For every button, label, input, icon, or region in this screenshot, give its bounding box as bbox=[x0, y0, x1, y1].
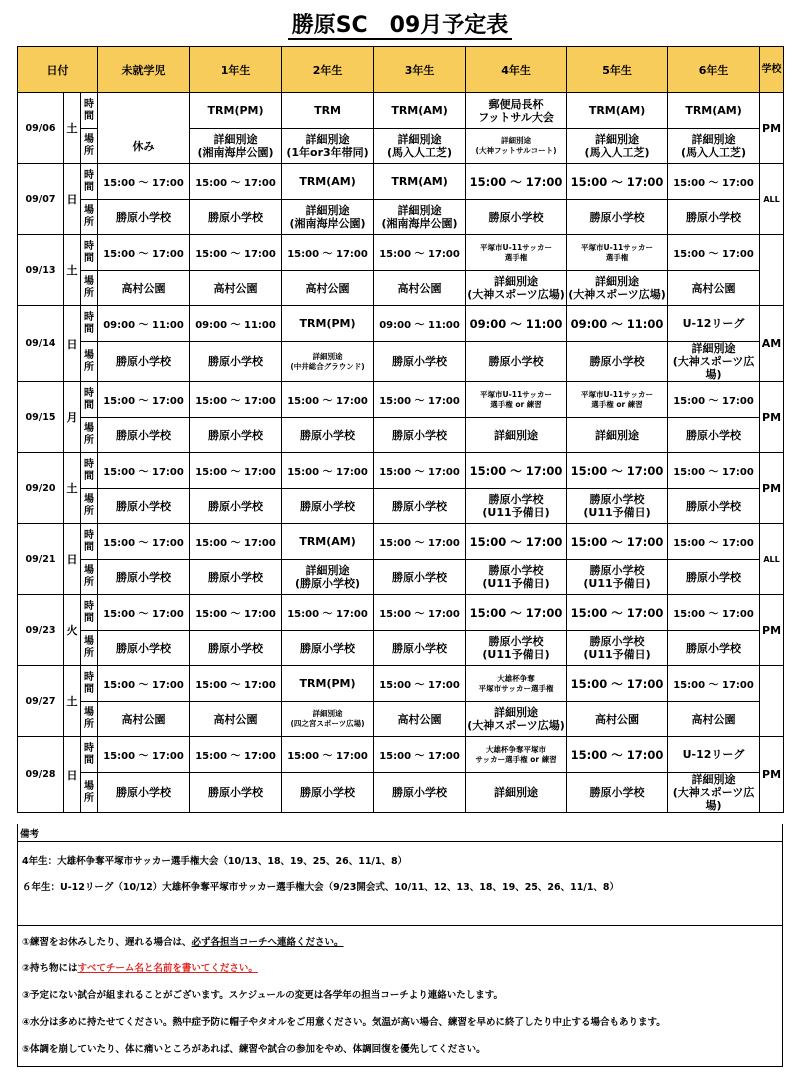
schedule-row-time bbox=[18, 164, 784, 200]
schedule-cell-place: 詳細別途 (湘南海岸公園) bbox=[190, 129, 282, 164]
schedule-cell-place: 勝原小学校 bbox=[374, 773, 466, 813]
schedule-table bbox=[17, 46, 784, 813]
row-label-time: 時 間 bbox=[81, 306, 98, 342]
weekday-cell: 土 bbox=[64, 453, 81, 524]
schedule-cell-time: 平塚市U-11サッカー 選手権 bbox=[466, 235, 567, 271]
schedule-cell-place: 勝原小学校 bbox=[98, 631, 190, 666]
schedule-cell-time: 15:00 ～ 17:00 bbox=[668, 453, 760, 489]
schedule-cell-place: 高村公園 bbox=[98, 271, 190, 306]
schedule-cell-place: 勝原小学校 bbox=[374, 489, 466, 524]
schedule-cell-time: 15:00 ～ 17:00 bbox=[374, 737, 466, 773]
schedule-cell-time: TRM(AM) bbox=[374, 164, 466, 200]
schedule-cell-place: 勝原小学校 bbox=[98, 773, 190, 813]
schedule-cell-time: 09:00 ～ 11:00 bbox=[374, 306, 466, 342]
schedule-row-place bbox=[18, 773, 784, 813]
notes-divider bbox=[18, 925, 782, 926]
schedule-cell-place: 高村公園 bbox=[668, 271, 760, 306]
schedule-cell-place: 詳細別途 bbox=[567, 418, 668, 453]
schedule-cell-place: 勝原小学校 bbox=[190, 631, 282, 666]
schedule-row-time bbox=[18, 737, 784, 773]
note-1-text: ①練習をお休みしたり、遅れる場合は、 bbox=[22, 937, 192, 948]
header-row bbox=[18, 47, 784, 93]
schedule-cell-time: 15:00 ～ 17:00 bbox=[190, 382, 282, 418]
weekday-cell: 土 bbox=[64, 666, 81, 737]
row-label-time: 時 間 bbox=[81, 93, 98, 129]
schedule-cell-time: 15:00 ～ 17:00 bbox=[374, 595, 466, 631]
schedule-cell-place: 詳細別途 (大神スポーツ広場) bbox=[466, 271, 567, 306]
note-2-text: ②持ち物には bbox=[22, 963, 78, 974]
notes-section bbox=[17, 824, 783, 1067]
schedule-cell-place: 勝原小学校 bbox=[190, 342, 282, 382]
row-label-place: 場 所 bbox=[81, 702, 98, 737]
schedule-cell-place: 詳細別途 (馬入人工芝) bbox=[567, 129, 668, 164]
note-2-emphasis: すべてチーム名と名前を書いてください。 bbox=[77, 963, 258, 974]
schedule-cell-time: TRM bbox=[282, 93, 374, 129]
weekday-cell: 日 bbox=[64, 524, 81, 595]
schedule-cell-time: 15:00 ～ 17:00 bbox=[668, 595, 760, 631]
header-col: 3年生 bbox=[374, 47, 466, 93]
schedule-cell-time: U-12リーグ bbox=[668, 737, 760, 773]
date-cell: 09/14 bbox=[18, 306, 64, 382]
school-cell: ALL bbox=[760, 164, 784, 235]
schedule-cell-place: 詳細別途 bbox=[466, 418, 567, 453]
schedule-cell-place: 勝原小学校 bbox=[374, 560, 466, 595]
schedule-row-place bbox=[18, 418, 784, 453]
schedule-cell-place: 勝原小学校 (U11予備日) bbox=[567, 631, 668, 666]
schedule-cell-place: 勝原小学校 bbox=[668, 631, 760, 666]
schedule-cell-time: 15:00 ～ 17:00 bbox=[668, 666, 760, 702]
schedule-row-time bbox=[18, 524, 784, 560]
schedule-cell-place: 勝原小学校 bbox=[190, 418, 282, 453]
schedule-cell-time: 15:00 ～ 17:00 bbox=[466, 524, 567, 560]
school-cell: PM bbox=[760, 382, 784, 453]
notes-label: 備考 bbox=[20, 829, 40, 840]
schedule-cell-place: 勝原小学校 bbox=[668, 560, 760, 595]
schedule-cell-place: 詳細別途 (湘南海岸公園) bbox=[374, 200, 466, 235]
row-label-place: 場 所 bbox=[81, 560, 98, 595]
row-label-place: 場 所 bbox=[81, 631, 98, 666]
row-label-time: 時 間 bbox=[81, 595, 98, 631]
schedule-cell-time: 平塚市U-11サッカー 選手権 or 練習 bbox=[466, 382, 567, 418]
schedule-cell-place: 高村公園 bbox=[98, 702, 190, 737]
header-col: 2年生 bbox=[282, 47, 374, 93]
schedule-row-place bbox=[18, 631, 784, 666]
row-label-place: 場 所 bbox=[81, 200, 98, 235]
schedule-row-time bbox=[18, 382, 784, 418]
schedule-cell-time: TRM(PM) bbox=[282, 666, 374, 702]
schedule-cell-place: 勝原小学校 bbox=[567, 342, 668, 382]
schedule-cell-time: TRM(AM) bbox=[282, 524, 374, 560]
schedule-row-time bbox=[18, 93, 784, 129]
weekday-cell: 火 bbox=[64, 595, 81, 666]
schedule-cell-time: 15:00 ～ 17:00 bbox=[282, 235, 374, 271]
page-title-text: 勝原SC 09月予定表 bbox=[288, 13, 513, 40]
schedule-cell-place: 勝原小学校 bbox=[190, 773, 282, 813]
row-label-time: 時 間 bbox=[81, 666, 98, 702]
schedule-cell-place: 勝原小学校 bbox=[567, 773, 668, 813]
schedule-row-time bbox=[18, 595, 784, 631]
weekday-cell: 土 bbox=[64, 93, 81, 164]
row-label-place: 場 所 bbox=[81, 773, 98, 813]
date-cell: 09/06 bbox=[18, 93, 64, 164]
schedule-cell-time: 09:00 ～ 11:00 bbox=[190, 306, 282, 342]
row-label-time: 時 間 bbox=[81, 164, 98, 200]
schedule-cell-place: 高村公園 bbox=[374, 271, 466, 306]
schedule-cell-place: 詳細別途 (大神スポーツ広場) bbox=[466, 702, 567, 737]
schedule-cell-place: 勝原小学校 (U11予備日) bbox=[567, 489, 668, 524]
schedule-cell-time: 15:00 ～ 17:00 bbox=[466, 453, 567, 489]
note-grade4: 4年生：大雄杯争奪平塚市サッカー選手権大会（10/13、18、19、25、26、11/1、8） bbox=[22, 856, 408, 867]
header-col: 未就学児 bbox=[98, 47, 190, 93]
weekday-cell: 月 bbox=[64, 382, 81, 453]
schedule-cell-time: 15:00 ～ 17:00 bbox=[668, 524, 760, 560]
schedule-cell-place: 勝原小学校 bbox=[190, 200, 282, 235]
date-cell: 09/23 bbox=[18, 595, 64, 666]
date-cell: 09/21 bbox=[18, 524, 64, 595]
weekday-cell: 日 bbox=[64, 164, 81, 235]
schedule-cell-time: 15:00 ～ 17:00 bbox=[567, 737, 668, 773]
schedule-cell-time: 15:00 ～ 17:00 bbox=[190, 666, 282, 702]
schedule-cell-place: 勝原小学校 bbox=[98, 342, 190, 382]
schedule-cell-time: TRM(AM) bbox=[567, 93, 668, 129]
schedule-cell-time: 09:00 ～ 11:00 bbox=[466, 306, 567, 342]
weekday-cell: 日 bbox=[64, 737, 81, 813]
schedule-cell-time: 15:00 ～ 17:00 bbox=[190, 737, 282, 773]
schedule-cell-time: 15:00 ～ 17:00 bbox=[668, 235, 760, 271]
schedule-cell-time: 15:00 ～ 17:00 bbox=[98, 382, 190, 418]
schedule-cell-time: 15:00 ～ 17:00 bbox=[282, 595, 374, 631]
schedule-cell-time: 15:00 ～ 17:00 bbox=[282, 382, 374, 418]
schedule-row-place bbox=[18, 271, 784, 306]
row-label-time: 時 間 bbox=[81, 235, 98, 271]
schedule-cell-place: 勝原小学校 bbox=[190, 560, 282, 595]
note-3: ③予定にない試合が組まれることがございます。スケジュールの変更は各学年の担当コーチより連絡いたします。 bbox=[22, 990, 503, 1001]
school-cell: ALL bbox=[760, 524, 784, 595]
schedule-cell-place: 勝原小学校 bbox=[374, 342, 466, 382]
row-label-time: 時 間 bbox=[81, 524, 98, 560]
schedule-cell-place: 勝原小学校 bbox=[98, 200, 190, 235]
schedule-cell-place: 高村公園 bbox=[190, 271, 282, 306]
page-title bbox=[0, 8, 800, 39]
header-col: 5年生 bbox=[567, 47, 668, 93]
schedule-cell-place: 勝原小学校 bbox=[466, 342, 567, 382]
schedule-cell-place: 勝原小学校 (U11予備日) bbox=[466, 560, 567, 595]
schedule-cell-time: 15:00 ～ 17:00 bbox=[98, 595, 190, 631]
schedule-cell-time: 15:00 ～ 17:00 bbox=[190, 164, 282, 200]
schedule-cell-place: 勝原小学校 bbox=[98, 489, 190, 524]
schedule-cell-place: 勝原小学校 bbox=[282, 418, 374, 453]
date-cell: 09/20 bbox=[18, 453, 64, 524]
schedule-cell-place: 勝原小学校 bbox=[466, 200, 567, 235]
schedule-cell-place: 高村公園 bbox=[190, 702, 282, 737]
schedule-cell-time: 15:00 ～ 17:00 bbox=[98, 524, 190, 560]
schedule-cell-time: 15:00 ～ 17:00 bbox=[466, 595, 567, 631]
schedule-cell-place: 詳細別途 (馬入人工芝) bbox=[668, 129, 760, 164]
date-cell: 09/13 bbox=[18, 235, 64, 306]
schedule-cell-place: 詳細別途 (四之宮スポーツ広場) bbox=[282, 702, 374, 737]
header-col: 1年生 bbox=[190, 47, 282, 93]
schedule-cell-place: 詳細別途 (勝原小学校) bbox=[282, 560, 374, 595]
note-grade6: ６年生：U-12リーグ（10/12）大雄杯争奪平塚市サッカー選手権大会（9/23開会式、10/11、12、13、18、19、25、26、11/1、8） bbox=[22, 882, 620, 893]
date-cell: 09/07 bbox=[18, 164, 64, 235]
school-cell: PM bbox=[760, 453, 784, 524]
schedule-cell-place: 高村公園 bbox=[567, 702, 668, 737]
schedule-cell-place: 詳細別途 (大神スポーツ広場) bbox=[668, 773, 760, 813]
schedule-row-time bbox=[18, 666, 784, 702]
schedule-cell-time: 15:00 ～ 17:00 bbox=[98, 737, 190, 773]
note-1 bbox=[22, 934, 344, 948]
schedule-row-place bbox=[18, 560, 784, 595]
schedule-cell-place: 勝原小学校 bbox=[668, 200, 760, 235]
schedule-cell-place: 勝原小学校 bbox=[374, 418, 466, 453]
schedule-cell-time: 15:00 ～ 17:00 bbox=[466, 164, 567, 200]
schedule-cell-time: 15:00 ～ 17:00 bbox=[98, 666, 190, 702]
schedule-cell-place: 高村公園 bbox=[374, 702, 466, 737]
schedule-cell-time: 15:00 ～ 17:00 bbox=[567, 524, 668, 560]
schedule-row-place bbox=[18, 489, 784, 524]
row-label-time: 時 間 bbox=[81, 382, 98, 418]
schedule-cell-place: 勝原小学校 bbox=[98, 560, 190, 595]
schedule-cell-time: 15:00 ～ 17:00 bbox=[567, 666, 668, 702]
schedule-cell-place: 高村公園 bbox=[282, 271, 374, 306]
schedule-cell-time: 15:00 ～ 17:00 bbox=[374, 666, 466, 702]
schedule-cell-time: TRM(PM) bbox=[282, 306, 374, 342]
notes-divider bbox=[18, 841, 782, 842]
schedule-cell: 休み bbox=[98, 93, 190, 164]
schedule-cell-time: 09:00 ～ 11:00 bbox=[98, 306, 190, 342]
schedule-cell-time: 15:00 ～ 17:00 bbox=[190, 235, 282, 271]
schedule-cell-time: 大雄杯争奪 平塚市サッカー選手権 bbox=[466, 666, 567, 702]
schedule-cell-time: 15:00 ～ 17:00 bbox=[567, 164, 668, 200]
schedule-cell-time: 15:00 ～ 17:00 bbox=[190, 453, 282, 489]
schedule-cell-place: 詳細別途 bbox=[466, 773, 567, 813]
schedule-cell-place: 勝原小学校 (U11予備日) bbox=[466, 631, 567, 666]
row-label-time: 時 間 bbox=[81, 737, 98, 773]
row-label-time: 時 間 bbox=[81, 453, 98, 489]
schedule-cell-place: 勝原小学校 bbox=[668, 418, 760, 453]
schedule-cell-place: 詳細別途 (湘南海岸公園) bbox=[282, 200, 374, 235]
schedule-cell-place: 詳細別途 (大神スポーツ広場) bbox=[668, 342, 760, 382]
schedule-cell-time: 15:00 ～ 17:00 bbox=[282, 737, 374, 773]
schedule-cell-time: 15:00 ～ 17:00 bbox=[374, 235, 466, 271]
header-col: 4年生 bbox=[466, 47, 567, 93]
school-cell: PM bbox=[760, 93, 784, 164]
schedule-cell-place: 勝原小学校 (U11予備日) bbox=[466, 489, 567, 524]
schedule-cell-place: 詳細別途 (大神フットサルコート) bbox=[466, 129, 567, 164]
schedule-row-place bbox=[18, 342, 784, 382]
schedule-cell-place: 勝原小学校 bbox=[190, 489, 282, 524]
schedule-cell-time: TRM(AM) bbox=[374, 93, 466, 129]
school-cell: PM bbox=[760, 737, 784, 813]
schedule-cell-place: 高村公園 bbox=[668, 702, 760, 737]
row-label-place: 場 所 bbox=[81, 342, 98, 382]
schedule-cell-time: 大雄杯争奪平塚市 サッカー選手権 or 練習 bbox=[466, 737, 567, 773]
schedule-row-time bbox=[18, 306, 784, 342]
schedule-cell-place: 詳細別途 (馬入人工芝) bbox=[374, 129, 466, 164]
schedule-cell-time: 15:00 ～ 17:00 bbox=[282, 453, 374, 489]
schedule-row-time bbox=[18, 453, 784, 489]
schedule-cell-place: 勝原小学校 bbox=[567, 200, 668, 235]
row-label-place: 場 所 bbox=[81, 271, 98, 306]
note-2 bbox=[22, 960, 258, 974]
schedule-cell-place: 詳細別途 (中井総合グラウンド) bbox=[282, 342, 374, 382]
schedule-cell-time: 15:00 ～ 17:00 bbox=[374, 453, 466, 489]
schedule-cell-place: 勝原小学校 bbox=[282, 773, 374, 813]
note-4: ④水分は多めに持たせてください。熱中症予防に帽子やタオルをご用意ください。気温が高い場合、練習を早めに終了したり中止する場合もあります。 bbox=[22, 1017, 666, 1028]
schedule-cell-time: 郵便局長杯 フットサル大会 bbox=[466, 93, 567, 129]
schedule-cell-time: 15:00 ～ 17:00 bbox=[98, 235, 190, 271]
schedule-cell-time: 平塚市U-11サッカー 選手権 bbox=[567, 235, 668, 271]
schedule-cell-time: 15:00 ～ 17:00 bbox=[374, 382, 466, 418]
date-cell: 09/28 bbox=[18, 737, 64, 813]
schedule-cell-time: 15:00 ～ 17:00 bbox=[98, 453, 190, 489]
schedule-cell-place: 勝原小学校 bbox=[98, 418, 190, 453]
row-label-place: 場 所 bbox=[81, 418, 98, 453]
schedule-cell-time: 15:00 ～ 17:00 bbox=[567, 453, 668, 489]
schedule-cell-place: 勝原小学校 (U11予備日) bbox=[567, 560, 668, 595]
date-cell: 09/27 bbox=[18, 666, 64, 737]
schedule-cell-time: TRM(PM) bbox=[190, 93, 282, 129]
schedule-cell-time: 15:00 ～ 17:00 bbox=[567, 595, 668, 631]
schedule-cell-place: 勝原小学校 bbox=[374, 631, 466, 666]
row-label-place: 場 所 bbox=[81, 489, 98, 524]
note-1-emphasis: 必ず各担当コーチへ連絡ください。 bbox=[191, 937, 344, 948]
header-date: 日付 bbox=[18, 47, 98, 93]
schedule-cell-time: TRM(AM) bbox=[282, 164, 374, 200]
schedule-cell-place: 勝原小学校 bbox=[282, 489, 374, 524]
schedule-row-time bbox=[18, 235, 784, 271]
schedule-cell-time: 15:00 ～ 17:00 bbox=[374, 524, 466, 560]
header-school: 学校 bbox=[760, 47, 784, 93]
school-cell: PM bbox=[760, 595, 784, 666]
schedule-cell-time: 15:00 ～ 17:00 bbox=[98, 164, 190, 200]
schedule-cell-time: 15:00 ～ 17:00 bbox=[190, 595, 282, 631]
date-cell: 09/15 bbox=[18, 382, 64, 453]
schedule-cell-time: TRM(AM) bbox=[668, 93, 760, 129]
weekday-cell: 日 bbox=[64, 306, 81, 382]
school-cell: AM bbox=[760, 306, 784, 382]
schedule-cell-place: 詳細別途 (大神スポーツ広場) bbox=[567, 271, 668, 306]
schedule-cell-time: 15:00 ～ 17:00 bbox=[668, 382, 760, 418]
header-col: 6年生 bbox=[668, 47, 760, 93]
schedule-cell-time: 09:00 ～ 11:00 bbox=[567, 306, 668, 342]
schedule-cell-time: U-12リーグ bbox=[668, 306, 760, 342]
schedule-cell-time: 15:00 ～ 17:00 bbox=[190, 524, 282, 560]
weekday-cell: 土 bbox=[64, 235, 81, 306]
note-5: ⑤体調を崩していたり、体に痛いところがあれば、練習や試合の参加をやめ、体調回復を優先してください。 bbox=[22, 1044, 486, 1055]
schedule-cell-time: 平塚市U-11サッカー 選手権 or 練習 bbox=[567, 382, 668, 418]
school-cell bbox=[760, 235, 784, 306]
schedule-cell-place: 詳細別途 (1年or3年帯同) bbox=[282, 129, 374, 164]
schedule-row-place bbox=[18, 702, 784, 737]
schedule-cell-place: 勝原小学校 bbox=[282, 631, 374, 666]
schedule-cell-time: 15:00 ～ 17:00 bbox=[668, 164, 760, 200]
school-cell bbox=[760, 666, 784, 737]
row-label-place: 場 所 bbox=[81, 129, 98, 164]
schedule-cell-place: 勝原小学校 bbox=[668, 489, 760, 524]
schedule-row-place bbox=[18, 200, 784, 235]
